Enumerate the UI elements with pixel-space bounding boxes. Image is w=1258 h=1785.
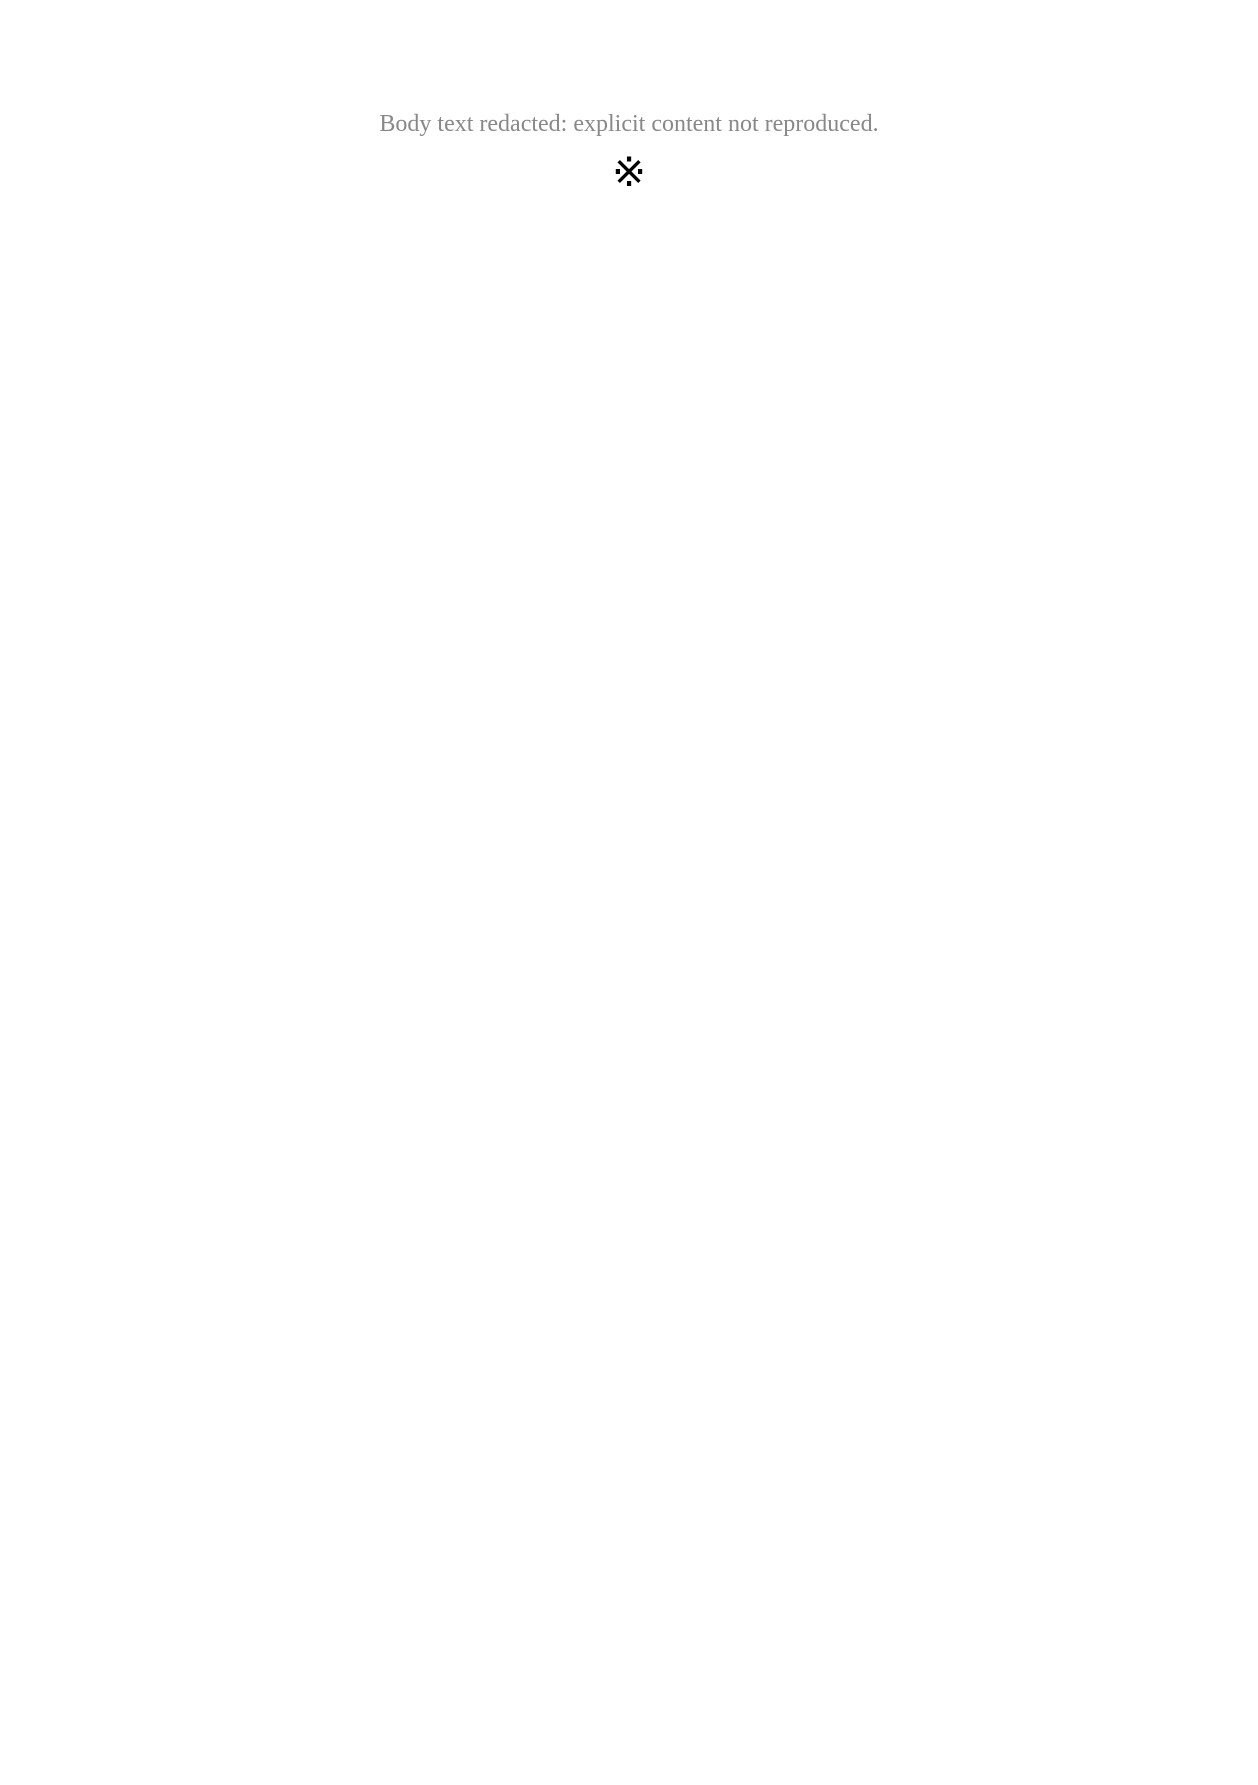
section-divider: ※: [611, 149, 647, 195]
redaction-notice: Body text redacted: explicit content not reproduced.: [379, 111, 879, 137]
